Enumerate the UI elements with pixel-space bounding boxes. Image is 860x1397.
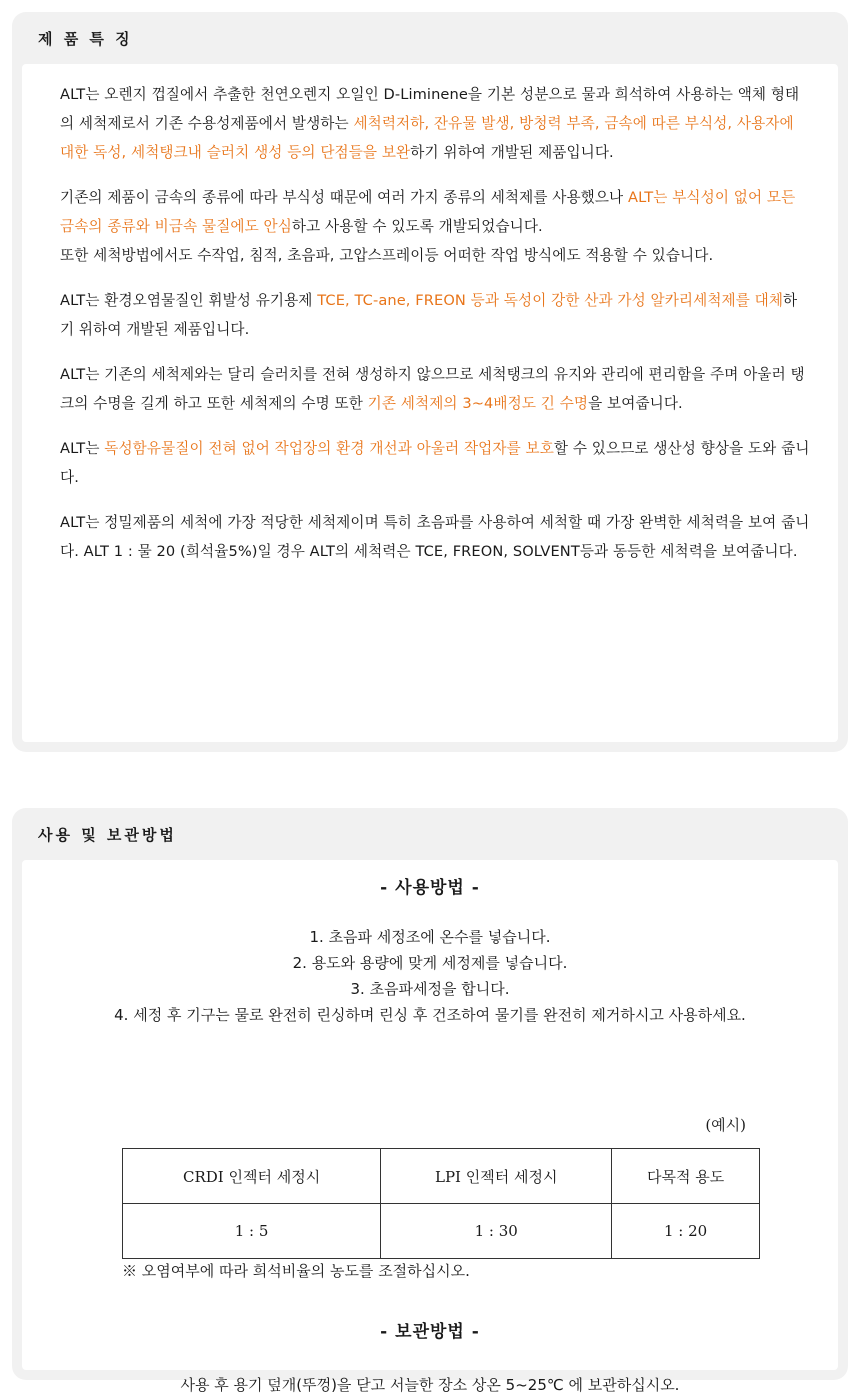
paragraph-text: 할 수 있으므로 생산성 향상을 도와 줍니다. <box>60 440 810 486</box>
feature-paragraph <box>60 183 810 270</box>
highlighted-text: TCE, TC-ane, FREON 등과 독성이 강한 산과 가성 알카리세척제를 대체 <box>317 292 784 309</box>
paragraph-text: 또한 세척방법에서도 수작업, 침적, 초음파, 고압스프레이등 어떠한 작업 방식에도 적용할 수 있습니다. <box>60 247 714 264</box>
usage-title: 사용 및 보관방법 <box>38 825 177 844</box>
paragraph-text: ALT는 기존의 세척제와는 달리 슬러치를 전혀 생성하지 않으므로 세척탱크의 유지와 관리에 편리함을 주며 아울러 탱크의 수명을 길게 하고 또한 세척제의 수명 또한 <box>60 366 805 412</box>
storage-title: - 보관방법 - <box>380 1322 480 1342</box>
table-cell: 1 : 5 <box>123 1204 381 1259</box>
feature-paragraph <box>60 434 810 492</box>
highlighted-text: 독성함유물질이 전혀 없어 작업장의 환경 개선과 아울러 작업자를 보호 <box>104 440 554 457</box>
storage-text: 사용 후 용기 덮개(뚜껑)을 닫고 서늘한 장소 상온 5~25℃ 에 보관하십시오. <box>180 1376 680 1394</box>
paragraph-text: 을 보여줍니다. <box>588 395 683 412</box>
features-title: 제 품 특 징 <box>38 29 133 48</box>
dilution-note: ※ 오염여부에 따라 희석비율의 농도를 조절하십시오. <box>122 1262 470 1280</box>
paragraph-text: ALT는 오렌지 껍질에서 추출한 천연오렌지 오일인 D-Liminene을 기본 성분으로 물과 희석하여 사용하는 액체 형태의 세척제로서 기존 수용성제품에서 발생하는 <box>60 86 800 132</box>
features-body <box>22 64 838 742</box>
paragraph-text: 하고 사용할 수 있도록 개발되었습니다. <box>291 218 543 235</box>
table-cell: 1 : 30 <box>381 1204 612 1259</box>
usage-step: 3. 초음파세정을 합니다. <box>350 980 510 998</box>
highlighted-text: ALT는 부식성이 없어 모든 금속의 종류와 비금속 물질에도 안심 <box>60 189 796 235</box>
table-cell: 1 : 20 <box>612 1204 760 1259</box>
paragraph-text: 하기 위하여 개발된 제품입니다. <box>410 144 614 161</box>
usage-steps <box>22 924 838 1028</box>
table-header-cell: 다목적 용도 <box>612 1149 760 1204</box>
feature-paragraph <box>60 80 810 167</box>
features-panel <box>12 12 848 752</box>
table-row <box>123 1149 760 1204</box>
usage-body <box>22 860 838 1394</box>
dilution-table <box>122 1148 760 1259</box>
paragraph-text: ALT는 <box>60 440 105 457</box>
usage-step: 4. 세정 후 기구는 물로 완전히 린싱하며 린싱 후 건조하여 물기를 완전히 제거하시고 사용하세요. <box>114 1006 746 1024</box>
paragraph-text: ALT는 환경오염물질인 휘발성 유기용제 <box>60 292 318 309</box>
paragraph-text: 하기 위하여 개발된 제품입니다. <box>60 292 798 338</box>
feature-paragraph <box>60 508 810 566</box>
example-label: (예시) <box>705 1116 746 1134</box>
usage-step: 1. 초음파 세정조에 온수를 넣습니다. <box>309 928 551 946</box>
feature-paragraph <box>60 360 810 418</box>
feature-paragraph <box>60 286 810 344</box>
table-header-cell: CRDI 인젝터 세정시 <box>123 1149 381 1204</box>
paragraph-text: ALT는 정밀제품의 세척에 가장 적당한 세척제이며 특히 초음파를 사용하여 세척할 때 가장 완벽한 세척력을 보여 줍니다. ALT 1 : 물 20 (희석율5%)일 경우 ALT의 세척력은 TCE, FREON, SOLVENT등과 동등한 세척력을 보여줍니다. <box>60 514 810 560</box>
usage-panel <box>12 808 848 1394</box>
usage-method-title: - 사용방법 - <box>380 878 480 898</box>
usage-step: 2. 용도와 용량에 맞게 세정제를 넣습니다. <box>292 954 568 972</box>
highlighted-text: 세척력저하, 잔유물 발생, 방청력 부족, 금속에 따른 부식성, 사용자에 대한 독성, 세척탱크내 슬러치 생성 등의 단점들을 보완 <box>60 115 794 161</box>
paragraph-text: 기존의 제품이 금속의 종류에 따라 부식성 때문에 여러 가지 종류의 세척제를 사용했으나 <box>60 189 628 206</box>
table-row <box>123 1204 760 1259</box>
highlighted-text: 기존 세척제의 3~4배정도 긴 수명 <box>367 395 589 412</box>
table-header-cell: LPI 인젝터 세정시 <box>381 1149 612 1204</box>
